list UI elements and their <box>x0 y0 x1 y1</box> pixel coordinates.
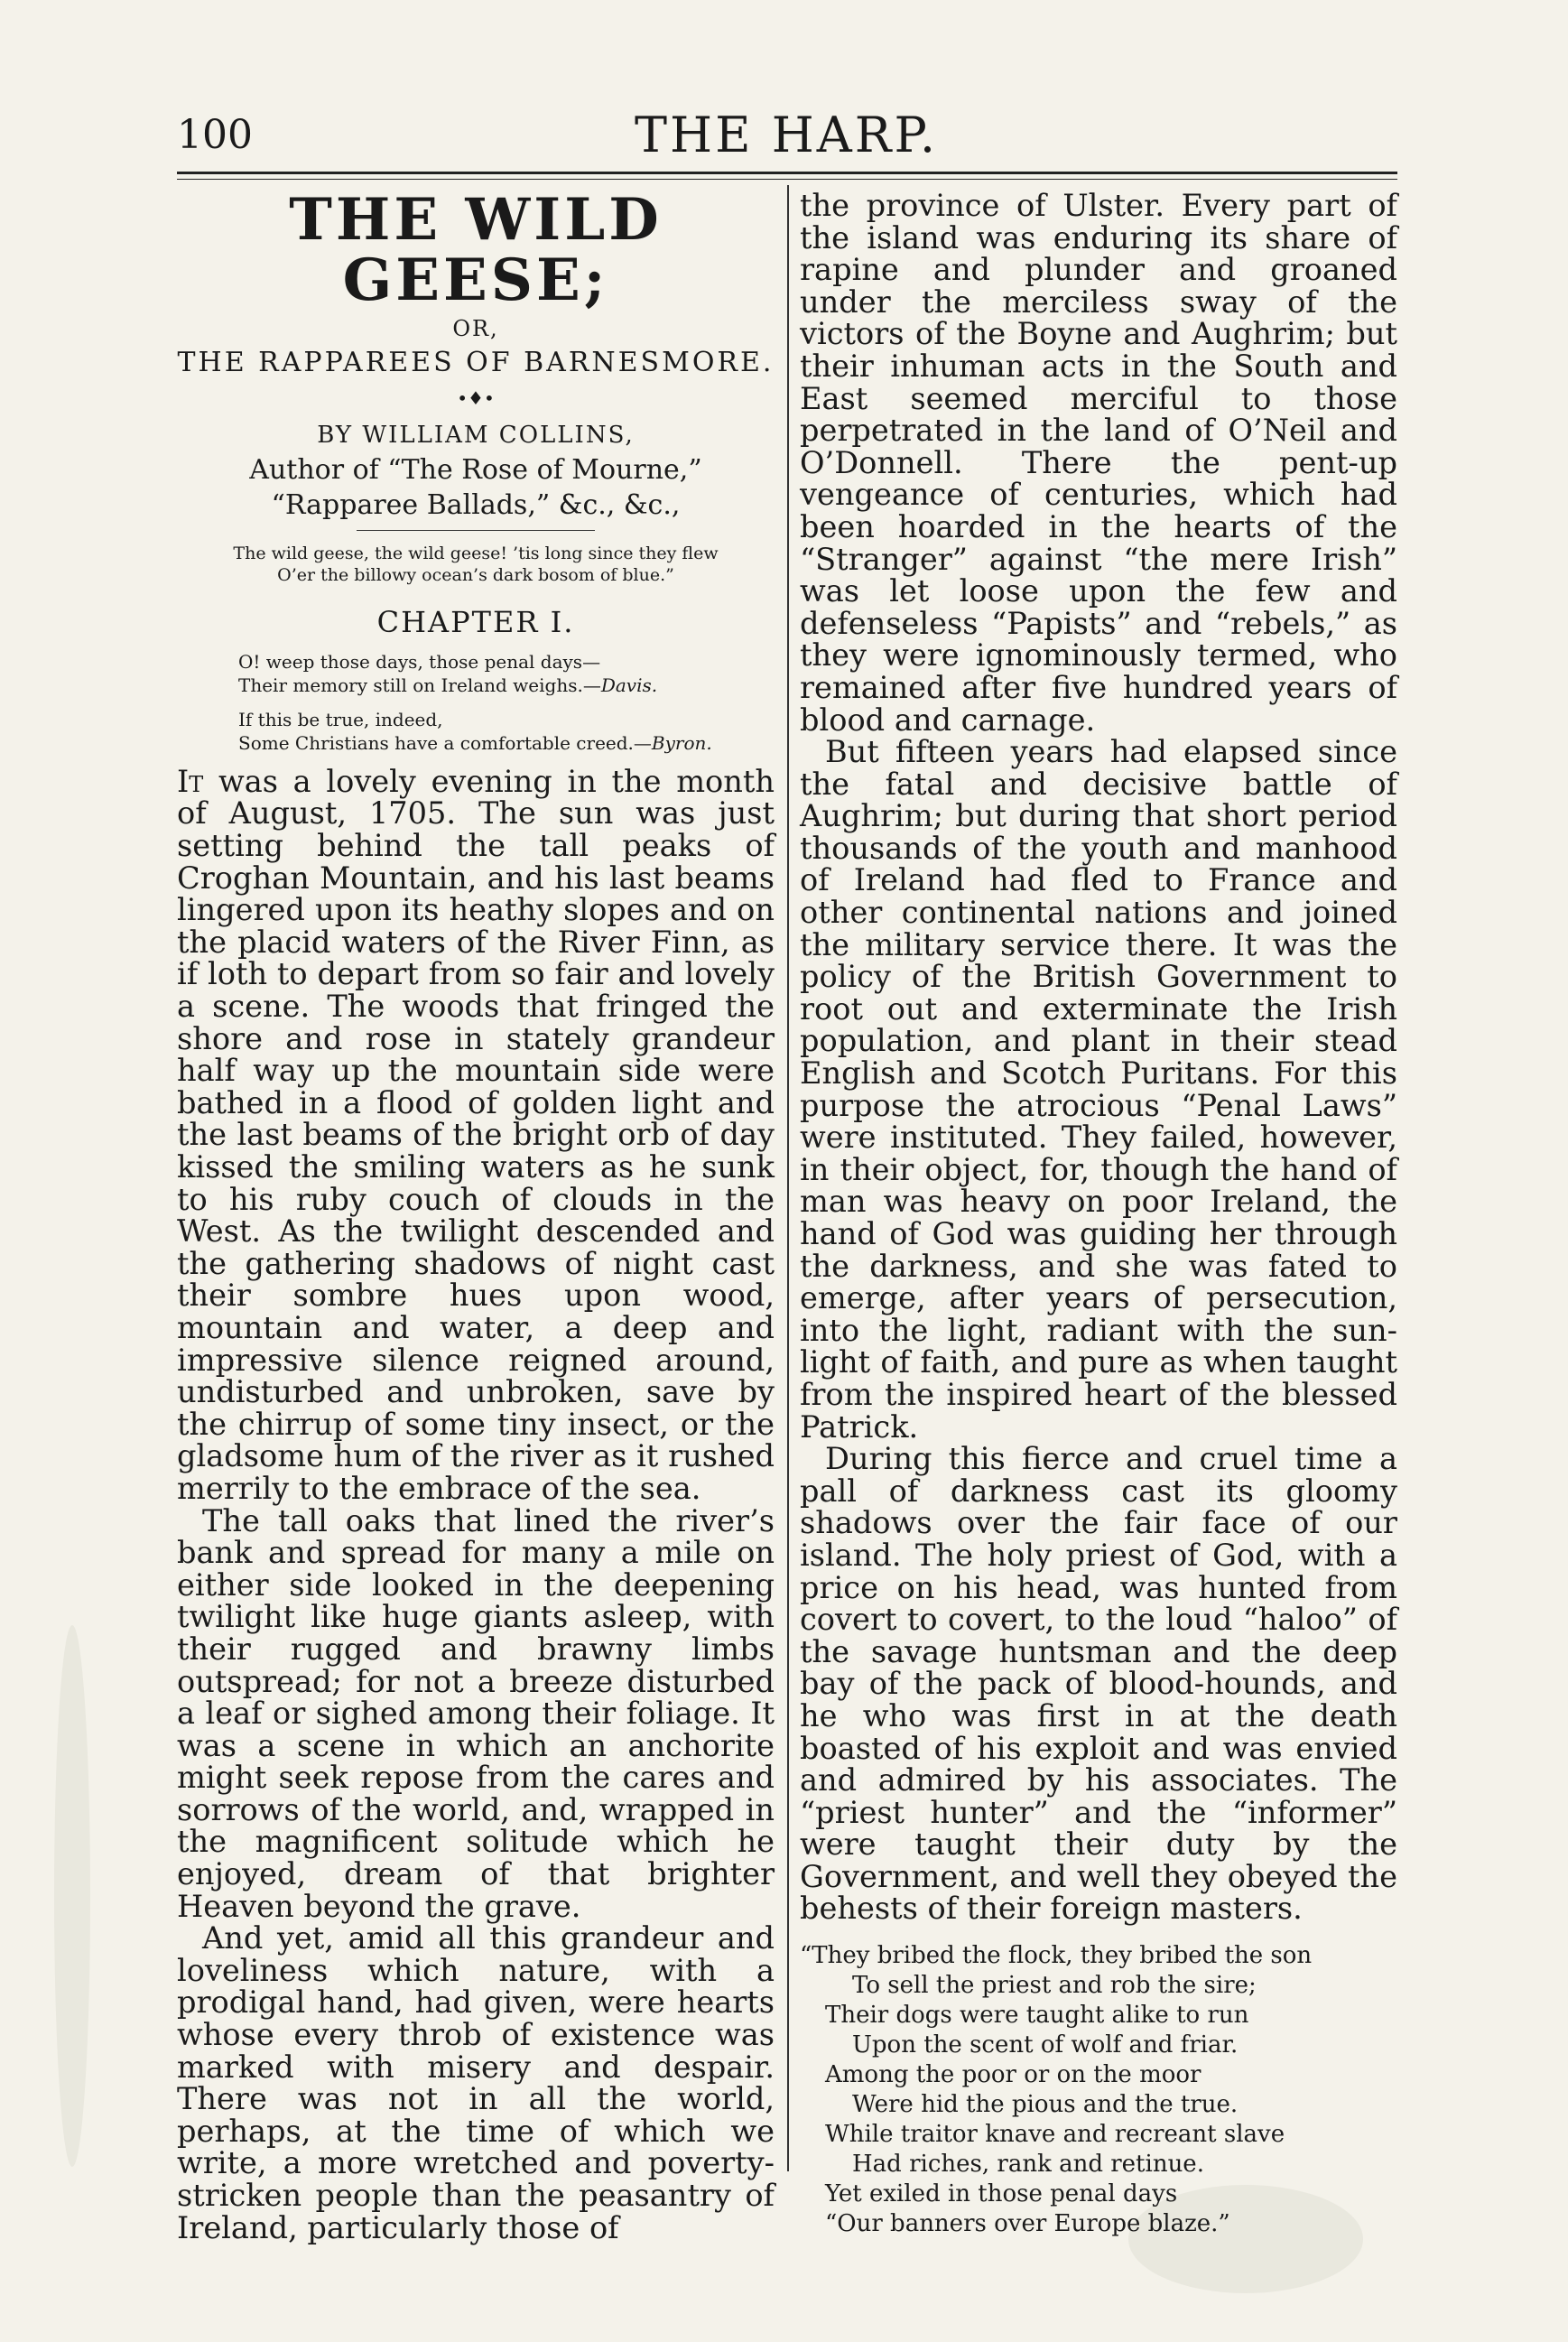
header-rule <box>177 172 1397 174</box>
epigraph-byron <box>238 708 775 755</box>
page-header <box>177 107 1396 170</box>
right-column <box>800 190 1397 2239</box>
article-title: THE WILD GEESE; <box>289 186 663 315</box>
poem-line: “Our banners over Europe blaze.” <box>825 2210 1230 2238</box>
poem-line: While traitor knave and recreant slave <box>825 2121 1285 2149</box>
ornament-divider: •♦• <box>457 387 495 410</box>
paragraph: During this fierce and cruel time a pall of darkness cast its gloomy shadows over the fair face of our island. The holy priest of God, with a price on his head, was hunted from covert to covert, to the loud “haloo” of the savage huntsman and the deep bay of the pack of blood-hounds, and he who was first in at the death boasted of his exploit and was envied and admired by his associates. The “priest hunter” and the “informer” were taught their duty by the Government, and well they obeyed the behests of their foreign masters. <box>800 1441 1397 1927</box>
epigraph-main-line: O’er the billowy ocean’s dark bosom of blue.” <box>277 565 674 586</box>
article-subtitle: THE RAPPAREES OF BARNESMORE. <box>177 347 775 379</box>
paragraph: And yet, amid all this grandeur and loveliness which nature, with a prodigal hand, had given, were hearts whose every throb of existence was marked with misery and despair. There was not in all the world, perhaps, at the time of which we write, a more wretched and poverty-stricken people than the peasantry of Ireland, particularly those of <box>177 1920 775 2245</box>
poem-line: Had riches, rank and retinue. <box>852 2151 1204 2179</box>
body-text-right <box>800 190 1397 1925</box>
poem-line: “They bribed the flock, they bribed the son <box>800 1942 1313 1970</box>
running-title: THE HARP. <box>635 107 938 163</box>
epigraph-rule <box>357 530 596 531</box>
epigraph-davis <box>238 650 775 697</box>
body-text-left <box>177 763 775 2245</box>
epigraph-attribution: Byron. <box>651 731 712 754</box>
paragraph: the province of Ulster. Every part of the island was enduring its share of rapine and plunder and groaned under the merciless sway of the victors of the Boyne and Aughrim; but their inhuman acts in the South and East seemed merciful to those perpetrated in the land of O’Neil and O’Donnell. There the pent-up vengeance of centuries, which had been hoarded in the hearts of the “Stranger” against “the mere Irish” was let loose upon the few and defenseless “Papists” and “rebels,” as they were ignominously termed, who remained after five hundred years of blood and carnage. <box>800 188 1397 738</box>
poem-line: Upon the scent of wolf and friar. <box>852 2031 1239 2059</box>
left-column <box>177 186 775 2245</box>
paragraph: It was a lovely evening in the month of August, 1705. The sun was just setting behind the tall peaks of Croghan Mountain, and his last beams lingered upon its heathy slopes and on the placid waters of the River Finn, as if loth to depart from so fair and lovely a scene. The woods that fringed the shore and rose in stately grandeur half way up the mountain side were bathed in a flood of golden light and the last beams of the bright orb of day kissed the smiling waters as he sunk to his ruby couch of clouds in the West. As the twilight descended and the gathering shadows of night cast their sombre hues upon wood, mountain and water, a deep and impressive silence reigned around, undisturbed and unbroken, save by the chirrup of some tiny insect, or the gladsome hum of the river as it rushed merrily to the embrace of the sea. <box>177 763 775 1506</box>
epigraph-attribution: Davis. <box>600 674 658 696</box>
poem-line: Yet exiled in those penal days <box>825 2180 1178 2208</box>
epigraph-line: If this be true, indeed, <box>238 708 443 730</box>
paragraph: But fifteen years had elapsed since the fatal and decisive battle of Aughrim; but during that short period thousands of the youth and manhood of Ireland had fled to France and other continental nations and joined the military service there. It was the policy of the British Government to root out and exterminate the Irish population, and plant in their stead English and Scotch Puritans. For this purpose the atrocious “Penal Laws” were instituted. They failed, however, in their object, for, though the hand of man was heavy on poor Ireland, the hand of God was guiding her through the darkness, and she was fated to emerge, after years of persecution, into the light, radiant with the sun-light of faith, and pure as when taught from the inspired heart of the blessed Patrick. <box>800 734 1397 1445</box>
epigraph-line: Some Christians have a comfortable creed.— <box>238 731 652 754</box>
article-subtitle-or: OR, <box>452 316 499 342</box>
epigraph-line: O! weep those days, those penal days— <box>238 650 601 673</box>
paragraph-lead: It <box>177 763 204 799</box>
paragraph: The tall oaks that lined the river’s bank and spread for many a mile on either side looked in the deepening twilight like huge giants asleep, with their rugged and brawny limbs outspread; for not a breeze disturbed a leaf or sighed among their foliage. It was a scene in which an anchorite might seek repose from the cares and sorrows of the world, and, wrapped in the magnificent solitude which he enjoyed, dream of that brighter Heaven beyond the grave. <box>177 1502 775 1924</box>
header-rule-thin <box>177 179 1397 180</box>
poem-line: Were hid the pious and the true. <box>852 2091 1239 2119</box>
epigraph-main <box>177 544 775 587</box>
epigraph-line: Their memory still on Ireland weighs.— <box>238 674 601 696</box>
byline: BY WILLIAM COLLINS, <box>317 422 635 450</box>
poem <box>800 1941 1397 2239</box>
author-works: Author of “The Rose of Mourne,” “Rapparee Ballads,” &c., &c., <box>249 454 702 522</box>
poem-line: To sell the priest and rob the sire; <box>852 1972 1257 2000</box>
paper-stain <box>54 1625 90 2167</box>
poem-line: Their dogs were taught alike to run <box>825 2002 1249 2030</box>
page-number: 100 <box>177 112 253 158</box>
column-divider <box>787 185 789 2171</box>
epigraph-main-line: The wild geese, the wild geese! ’tis long since they flew <box>233 544 719 564</box>
chapter-heading: CHAPTER I. <box>376 604 575 639</box>
poem-line: Among the poor or on the moor <box>825 2061 1202 2089</box>
